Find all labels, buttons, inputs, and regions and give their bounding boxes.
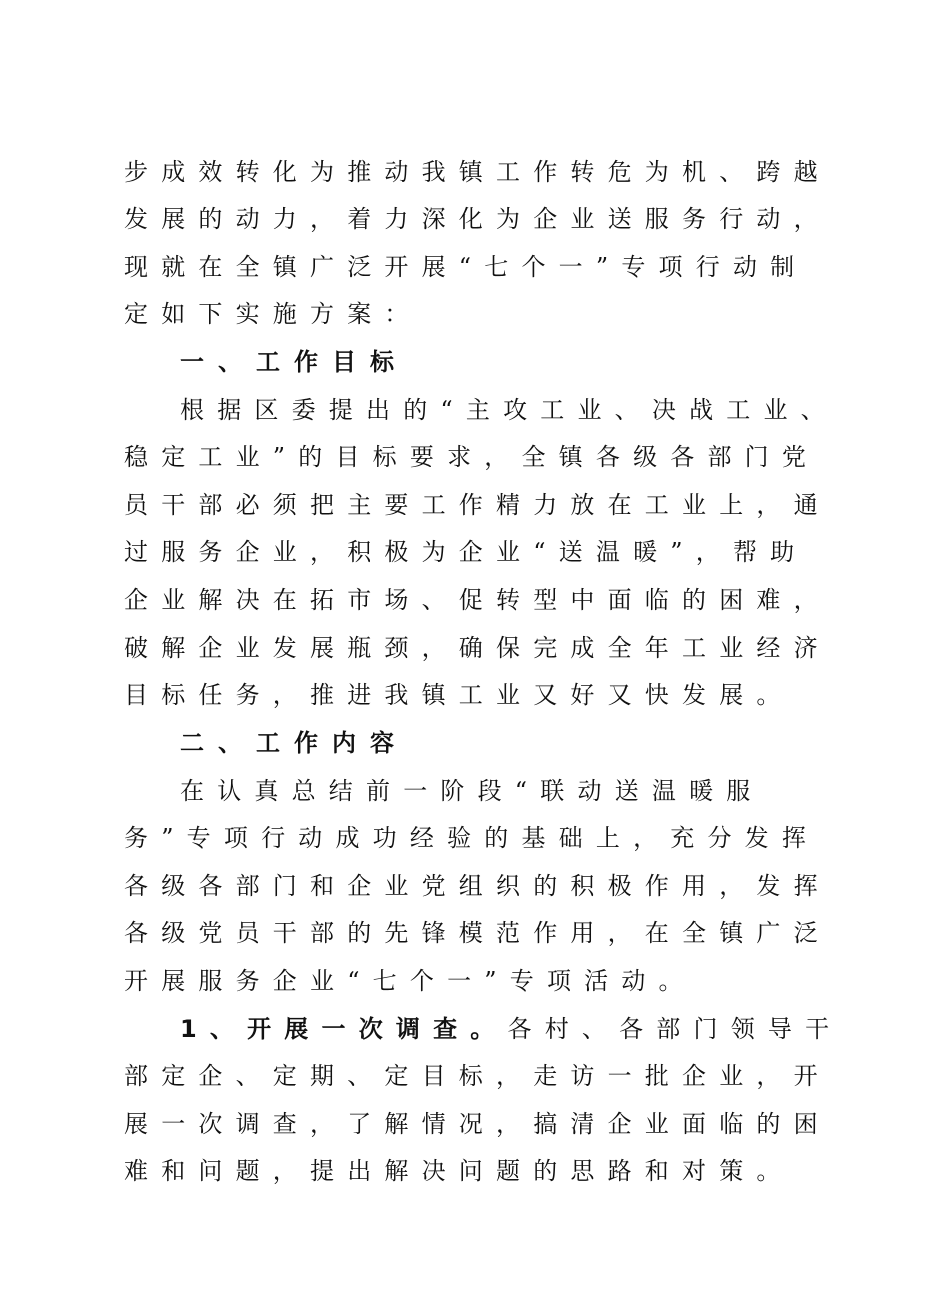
paragraph-line: 根据区委提出的“主攻工业、决战工业、	[180, 396, 838, 424]
paragraph-line: 部定企、定期、定目标，走访一批企业，开	[124, 1062, 831, 1090]
paragraph-line: 各级各部门和企业党组织的积极作用，发挥	[124, 872, 831, 900]
paragraph-line: 步成效转化为推动我镇工作转危为机、跨越	[124, 158, 831, 186]
paragraph-line: 破解企业发展瓶颈，确保完成全年工业经济	[124, 634, 831, 662]
item-1-line	[180, 1009, 940, 1049]
paragraph-line: 难和问题，提出解决问题的思路和对策。	[124, 1157, 794, 1185]
paragraph-line: 现就在全镇广泛开展“七个一”专项行动制	[124, 253, 808, 281]
paragraph-line: 展一次调查，了解情况，搞清企业面临的困	[124, 1110, 831, 1138]
section-heading-goals: 一、工作目标	[180, 348, 408, 376]
paragraph-line: 在认真总结前一阶段“联动送温暖服	[180, 777, 764, 805]
paragraph-line: 定如下实施方案：	[124, 300, 422, 328]
paragraph-line: 务”专项行动成功经验的基础上，充分发挥	[124, 824, 820, 852]
item-1-text: 各村、各部门领导干	[507, 1015, 843, 1043]
paragraph-line: 开展服务企业“七个一”专项活动。	[124, 967, 696, 995]
paragraph-line: 目标任务，推进我镇工业又好又快发展。	[124, 681, 794, 709]
paragraph-line: 各级党员干部的先锋模范作用，在全镇广泛	[124, 919, 831, 947]
paragraph-line: 过服务企业，积极为企业“送温暖”，帮助	[124, 538, 808, 566]
paragraph-line: 员干部必须把主要工作精力放在工业上，通	[124, 491, 831, 519]
paragraph-line: 稳定工业”的目标要求，全镇各级各部门党	[124, 443, 820, 471]
paragraph-line: 发展的动力，着力深化为企业送服务行动，	[124, 205, 831, 233]
section-heading-content: 二、工作内容	[180, 729, 408, 757]
paragraph-line: 企业解决在拓市场、促转型中面临的困难，	[124, 586, 831, 614]
item-1-lead: 1、开展一次调查。	[180, 1015, 508, 1043]
